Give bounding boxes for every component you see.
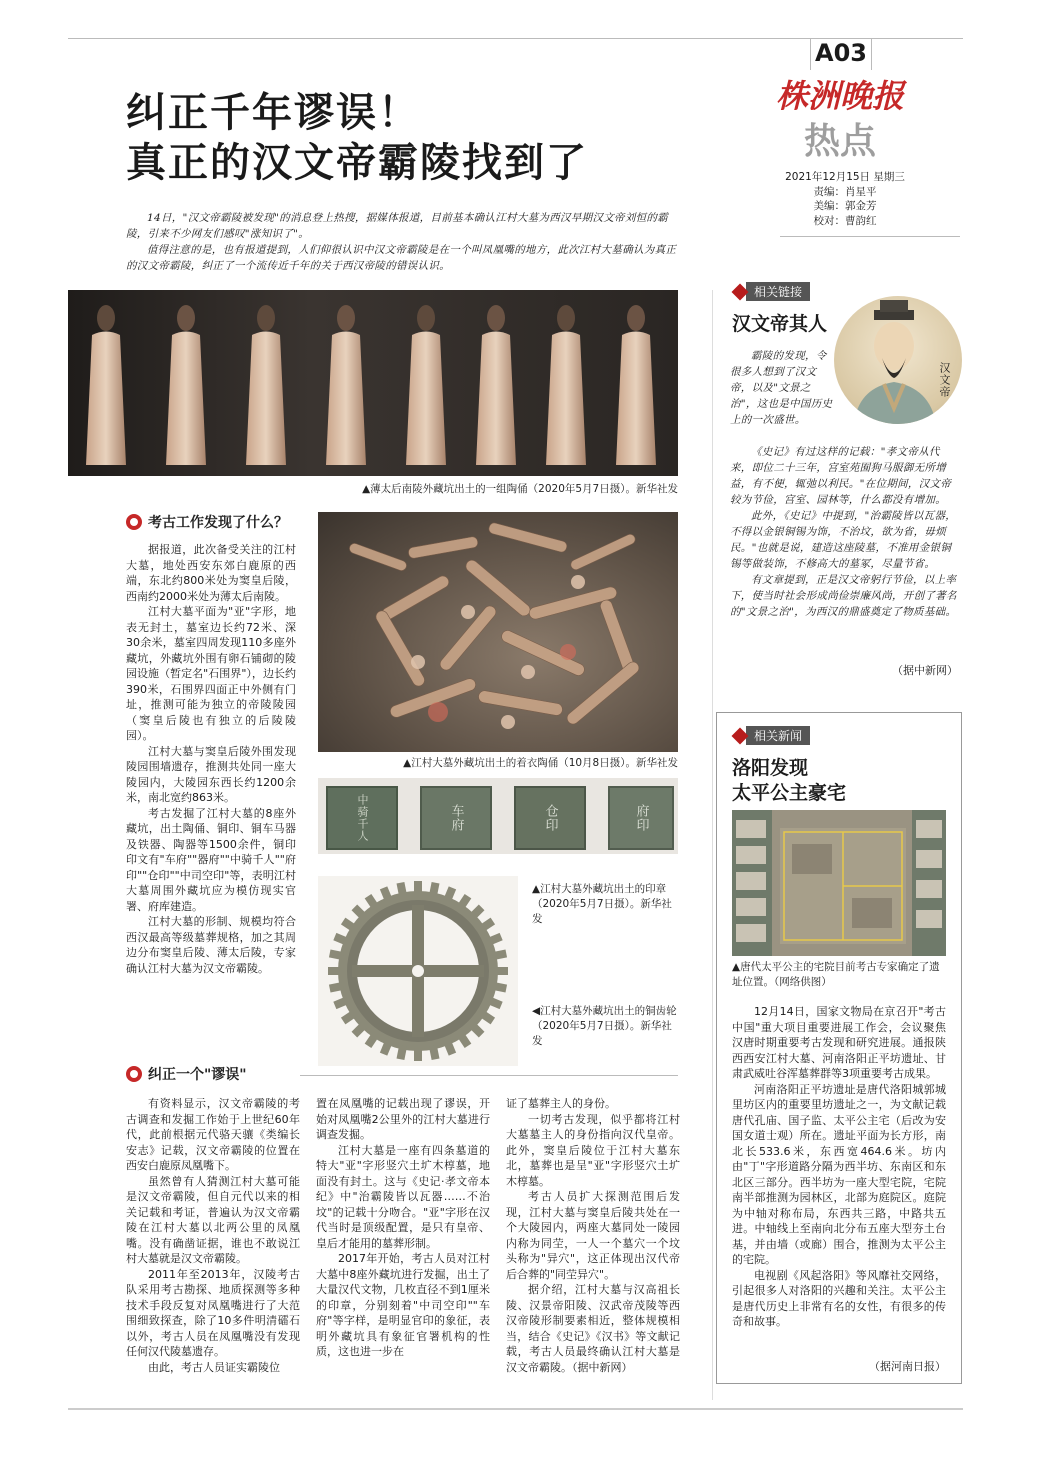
sidebar2-title-line1: 洛阳发现 <box>732 757 809 779</box>
section-bullet-icon <box>126 514 142 530</box>
page-number-box <box>810 38 872 70</box>
section2-paragraph: 一切考古发现，似乎都将江村大墓墓主人的身份指向汉代皇帝。此外，窦皇后陵位于江村大墓东北，墓葬也是呈"亚"字形竖穴土圹木椁墓。 <box>506 1112 680 1188</box>
section2-paragraph: 考古人员扩大探测范围后发现，江村大墓与窦皇后陵共处在一个大陵园内，两座大墓同处一陵园内称为同茔，一人一个墓穴一个坟头称为"异穴"，这正体现出汉代帝后合葬的"同茔异穴"。 <box>506 1190 680 1281</box>
gear-caption: ◀江村大墓外藏坑出土的铜齿轮（2020年5月7日摄）。新华社发 <box>532 1005 677 1047</box>
section2-title: 纠正一个"谬误" <box>148 1067 247 1083</box>
section2-paragraph: 2017年开始，考古人员对江村大墓中8座外藏坑进行发掘，出土了大量汉代文物，几枚直径不到1厘米的印章，分别刻着"中司空印""车府"等字样，是明显官印的象征，表明外藏坑具有象征官署机构的性质，这也进一步在 <box>316 1252 490 1358</box>
seal-glyph: 车府 <box>448 804 464 832</box>
section-bullet-icon <box>126 1066 142 1082</box>
section2-column-1 <box>126 1096 300 1375</box>
designer-credit: 美编：郭金芳 <box>813 200 877 212</box>
sidebar2-title <box>732 756 846 806</box>
sidebar2-source: （据河南日报） <box>869 1360 946 1373</box>
page-number: A03 <box>815 39 867 67</box>
figurine <box>546 305 586 465</box>
section2-paragraph: 江村大墓是一座有四条墓道的特大"亚"字形竖穴土圹木椁墓，地面没有封土。这与《史记·孝文帝本纪》中"治霸陵皆以瓦器……不治坟"的记载十分吻合。"亚"字形在汉代当时是顶级配置，是只有皇帝、皇后才能用的墓葬形制。 <box>316 1143 490 1250</box>
lead-paragraph-1: 14日，"汉文帝霸陵被发现"的消息登上热搜，据媒体报道，目前基本确认江村大墓为西汉早期汉文帝刘恒的霸陵，引来不少网友们感叹"涨知识了"。 <box>126 212 669 240</box>
figurine <box>326 305 366 465</box>
proofreader-credit: 校对：曹韵红 <box>813 214 877 227</box>
section1-paragraph: 江村大墓平面为"亚"字形，地表无封土，墓室边长约72米、深30余米，墓室四周发现110多座外藏坑，外藏坑外围有卵石铺砌的陵园设施（暂定名"石围界"），边长约390米，石围界四面正中外侧有门址，推测可能为独立的帝陵陵园（窦皇后陵也有独立的后陵陵园）。 <box>126 605 296 742</box>
headline-line1: 纠正千年谬误！ <box>126 90 420 136</box>
sidebar1-paragraph: 霸陵的发现，令很多人想到了汉文帝，以及"文景之治"，这也是中国历史上的一次盛世。 <box>730 350 833 426</box>
emperor-portrait-illustration <box>834 296 962 424</box>
figurine <box>616 305 656 465</box>
seal-glyph: 仓印 <box>542 804 558 832</box>
section2-column-3 <box>506 1096 680 1375</box>
pit-caption: ▲江村大墓外藏坑出土的着衣陶俑（10月8日摄）。新华社发 <box>403 757 678 769</box>
section2-paragraph: 虽然曾有人猜测江村大墓可能是汉文帝霸陵，但自元代以来的相关记载和考证，普遍认为汉文帝霸陵在江村大墓以北两公里的凤凰嘴。没有确凿证据，谁也不敢说江村大墓就是汉文帝霸陵。 <box>126 1174 300 1265</box>
sidebar1-title: 汉文帝其人 <box>732 313 828 335</box>
gear-tooth <box>494 967 508 975</box>
seal <box>608 786 674 850</box>
bottom-rule <box>68 1408 963 1410</box>
section2-paragraph: 2011年至2013年，汉陵考古队采用考古勘探、地质探测等多种技术手段反复对凤凰嘴进行了大范围细致探查，除了10多件明清礌石以外，考古人员在凤凰嘴没有发现任何汉代陵墓遗存。 <box>126 1267 300 1358</box>
sidebar2-paragraph: 12月14日，国家文物局在京召开"考古中国"重大项目重要进展工作会，会议聚焦汉唐时期重要考古发现和研究进展。通报陕西西安江村大墓、河南洛阳正平坊遗址、甘肃武威吐谷浑墓葬群等3项重要考古成果。 <box>732 1005 946 1080</box>
figurine <box>246 305 286 465</box>
section1-body <box>126 542 296 976</box>
pit-photo <box>318 512 678 752</box>
figurine <box>476 305 516 465</box>
sidebar2-paragraph: 河南洛阳正平坊遗址是唐代洛阳城郭城里坊区内的重要里坊遗址之一，为文献记载唐代孔庙、国子监、太平公主宅（后改为安国女道士观）所在。遗址平面为长方形，南北长533.6米，东西宽464.6米。坊内由"丁"字形道路分隔为西半坊、东南区和东北区三部分。西半坊为一座大型宅院，宅院南半部推测为园林区，北部为庭院区。庭院为中轴对称布局，东西共三路，中路共五进。中轴线上至南向北分布五座大型夯土台基，并由墙（或廊）围合，推测为太平公主的宅院。 <box>732 1082 946 1266</box>
seals-caption: ▲江村大墓外藏坑出土的印章（2020年5月7日摄）。新华社发 <box>532 883 672 925</box>
section1-paragraph: 据报道，此次备受关注的江村大墓，地处西安东郊白鹿原的西端，东北约800米处为窦皇后陵，西南约2000米处为薄太后南陵。 <box>126 543 296 603</box>
seal <box>420 786 492 850</box>
seal-glyph: 中骑千人 <box>356 794 369 842</box>
seal <box>514 786 586 850</box>
section2-paragraph: 有资料显示，汉文帝霸陵的考古调查和发掘工作始于上世纪60年代，此前根据元代骆天骧《类编长安志》记载，汉文帝霸陵的位置在西安白鹿原凤凰嘴下。 <box>126 1097 300 1172</box>
issue-date: 2021年12月15日 星期三 <box>785 171 905 183</box>
seal <box>326 786 398 850</box>
figurines-photo <box>68 290 678 476</box>
editor-credit: 责编：肖星平 <box>813 185 877 198</box>
sidebar1-tag <box>734 282 810 301</box>
column-divider <box>712 290 713 1400</box>
headline-line2: 真正的汉文帝霸陵找到了 <box>126 140 588 186</box>
sidebar1-intro <box>730 348 834 428</box>
paper-name: 株洲晚报 <box>775 77 904 115</box>
sidebar1-paragraph: 有文章提到，正是汉文帝躬行节俭，以上率下，使当时社会形成尚俭崇廉风尚，开创了著名的"文景之治"，为西汉的鼎盛奠定了物质基础。 <box>730 574 957 618</box>
section2-paragraph: 据介绍，江村大墓与汉高祖长陵、汉景帝阳陵、汉武帝茂陵等西汉帝陵形制要素相近，整体规模相当，结合《史记》《汉书》等文献记载，考古人员最终确认江村大墓是汉文帝霸陵。（据中新网） <box>506 1283 680 1374</box>
figurine <box>166 305 206 465</box>
section2-paragraph: 由此，考古人员证实霸陵位 <box>148 1360 280 1374</box>
lead <box>126 210 684 274</box>
sidebar1-body <box>730 444 958 620</box>
aerial-caption: ▲唐代太平公主的宅院目前考古专家确定了遗址位置。（网络供图） <box>732 961 940 988</box>
lead-paragraph-2: 值得注意的是，也有报道提到，人们仰很认识中汉文帝霸陵是在一个叫凤凰嘴的地方，此次江村大墓确认为真正的汉文帝霸陵，纠正了一个流传近千年的关于西汉帝陵的错误认识。 <box>126 244 677 272</box>
aerial-photo <box>732 810 946 956</box>
sidebar2-tag-label: 相关新闻 <box>746 726 810 745</box>
section2-rule <box>300 1075 678 1076</box>
section-name: 热点 <box>803 121 876 162</box>
figurines-illustration <box>68 290 678 476</box>
sidebar2-paragraph: 电视剧《风起洛阳》等风靡社交网络，引起很多人对洛阳的兴趣和关注。太平公主是唐代历史上非常有名的女性，有很多的传奇和故事。 <box>732 1268 946 1328</box>
seal-glyph: 府印 <box>633 804 649 832</box>
section2-paragraph: 置在凤凰嘴的记载出现了谬误，开始对凤凰嘴2公里外的江村大墓进行调查发掘。 <box>316 1097 490 1141</box>
figurines-caption: ▲薄太后南陵外藏坑出土的一组陶俑（2020年5月7日摄）。新华社发 <box>362 483 678 495</box>
emperor-portrait <box>834 296 962 424</box>
seals-photo <box>318 778 678 854</box>
pit-illustration <box>318 512 678 752</box>
aerial-illustration <box>732 810 946 956</box>
masthead-info <box>770 170 920 228</box>
masthead-rule <box>780 236 960 237</box>
figurine <box>86 305 126 465</box>
section2-header <box>126 1064 247 1084</box>
section1-paragraph: 考古发掘了江村大墓的8座外藏坑，出土陶俑、铜印、铜车马器及铁器、陶器等1500余件，铜印印文有"车府""器府""中骑千人""府印""仓印""中司空印"等，表明江村大墓周围外藏坑应为模仿现实官署、府库建造。 <box>126 806 296 913</box>
section1-paragraph: 江村大墓的形制、规模均符合西汉最高等级墓葬规格，加之其周边分布窦皇后陵、薄太后陵，专家确认江村大墓为汉文帝霸陵。 <box>126 915 296 975</box>
gear-photo <box>318 876 518 1066</box>
sidebar1-source: （据中新网） <box>892 664 958 677</box>
gear-tooth <box>414 1047 422 1061</box>
figurine <box>406 305 446 465</box>
sidebar2-body <box>732 1004 946 1330</box>
section2-column-2 <box>316 1096 490 1360</box>
sidebar2-title-line2: 太平公主豪宅 <box>732 782 847 804</box>
gear-tooth <box>414 881 422 895</box>
section1-paragraph: 江村大墓与窦皇后陵外围发现陵园围墙遗存，推测共处同一座大陵园内，大陵园东西长约1200余米，南北宽约863米。 <box>126 744 296 804</box>
section1-header <box>126 512 288 532</box>
section2-paragraph: 证了墓葬主人的身份。 <box>506 1097 616 1110</box>
headline <box>126 88 726 188</box>
section1-title: 考古工作发现了什么？ <box>148 515 288 531</box>
sidebar1-paragraph: 此外，《史记》中提到，"治霸陵皆以瓦器，不得以金银铜锡为饰，不治坟，欲为省，毋烦民。"也就是说，建造这座陵墓，不准用金银铜锡等做装饰，不修高大的墓冢，尽量节省。 <box>730 510 957 570</box>
gear-tooth <box>328 967 342 975</box>
sidebar2-tag <box>734 726 810 745</box>
gear-illustration <box>318 876 518 1066</box>
sidebar1-tag-label: 相关链接 <box>746 282 810 301</box>
portrait-label: 汉文帝 <box>938 362 951 398</box>
sidebar1-paragraph: 《史记》有过这样的记载："孝文帝从代来，即位二十三年，宫室苑囿狗马服御无所增益，有不便，辄弛以利民。"在位期间，汉文帝较为节俭，宫室、园林等，什么都没有增加。 <box>730 446 952 506</box>
